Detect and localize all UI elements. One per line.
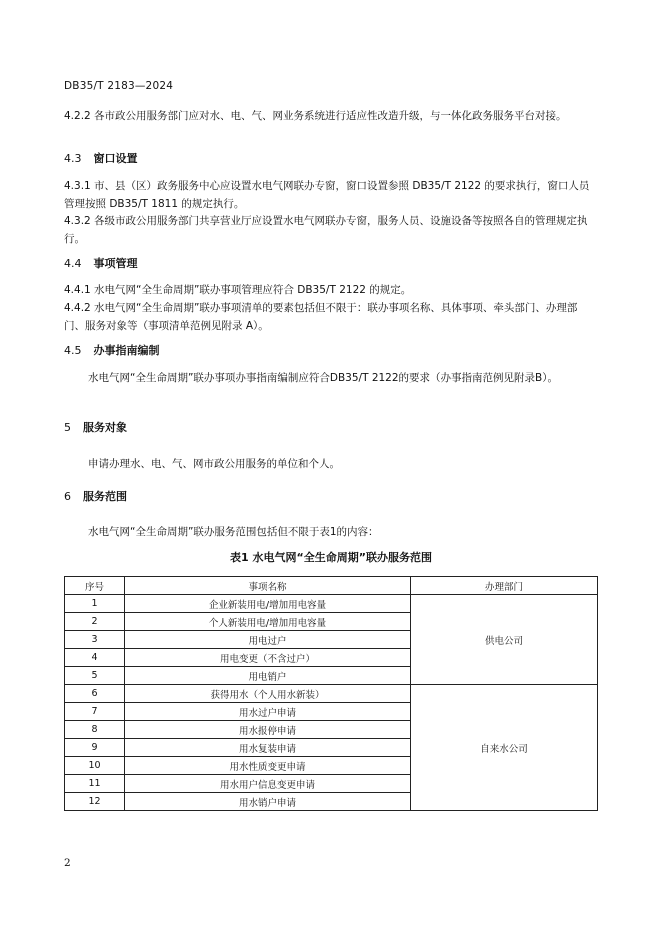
row-item: 个人新装用电/增加用电容量 xyxy=(125,613,411,631)
row-seq: 1 xyxy=(65,595,125,613)
section-4-4-heading xyxy=(64,256,138,272)
row-seq: 9 xyxy=(65,739,125,757)
row-seq: 4 xyxy=(65,649,125,667)
row-seq: 12 xyxy=(65,793,125,811)
clause-4-3-2: 4.3.2 各级市政公用服务部门共享营业厅应设置水电气网联办专窗，服务人员、设施设备等按照各自的管理规定执行。 xyxy=(64,215,588,245)
clause-4-3-1: 4.3.1 市、县（区）政务服务中心应设置水电气网联办专窗，窗口设置参照 DB35/T 2122 的要求执行，窗口人员管理按照 DB35/T 1811 的规定执行。 xyxy=(64,180,590,210)
header-item: 事项名称 xyxy=(125,577,411,595)
row-seq: 2 xyxy=(65,613,125,631)
clause-4-2-2: 4.2.2 各市政公用服务部门应对水、电、气、网业务系统进行适应性改造升级，与一体化政务服务平台对接。 xyxy=(64,110,567,122)
row-item: 用水用户信息变更申请 xyxy=(125,775,411,793)
section-title: 服务对象 xyxy=(83,421,127,434)
section-6-heading xyxy=(64,489,127,505)
clause-4-5-text: 水电气网“全生命周期”联办事项办事指南编制应符合DB35/T 2122的要求（办事指南范例见附录B）。 xyxy=(88,372,558,384)
row-item: 用电变更（不含过户） xyxy=(125,649,411,667)
row-item: 企业新装用电/增加用电容量 xyxy=(125,595,411,613)
section-number: 4.3 xyxy=(64,152,82,165)
table-row xyxy=(65,595,598,613)
table-caption: 表1 水电气网“全生命周期”联办服务范围 xyxy=(230,551,432,564)
section-6-text: 水电气网“全生命周期”联办服务范围包括但不限于表1的内容： xyxy=(88,526,379,538)
section-title: 事项管理 xyxy=(93,257,138,270)
row-item: 用水性质变更申请 xyxy=(125,757,411,775)
table-row xyxy=(65,685,598,703)
clause-4-4-2: 4.4.2 水电气网“全生命周期”联办事项清单的要素包括但不限于：联办事项名称、具体事项、牵头部门、办理部门、服务对象等（事项清单范例见附录 A）。 xyxy=(64,302,578,332)
row-seq: 11 xyxy=(65,775,125,793)
header-dept: 办理部门 xyxy=(411,577,598,595)
dept-power-company: 供电公司 xyxy=(411,595,598,685)
row-seq: 5 xyxy=(65,667,125,685)
row-seq: 7 xyxy=(65,703,125,721)
section-4-5-heading xyxy=(64,343,160,359)
section-title: 服务范围 xyxy=(83,490,127,503)
row-item: 用水报停申请 xyxy=(125,721,411,739)
section-4-3-heading xyxy=(64,151,138,167)
page-number: 2 xyxy=(64,857,71,869)
section-title: 窗口设置 xyxy=(93,152,138,165)
section-5-heading xyxy=(64,420,127,436)
section-number: 4.5 xyxy=(64,344,82,357)
table-header-row xyxy=(65,577,598,595)
row-seq: 8 xyxy=(65,721,125,739)
section-number: 6 xyxy=(64,490,71,503)
service-scope-table xyxy=(64,576,598,811)
header-seq: 序号 xyxy=(65,577,125,595)
section-number: 4.4 xyxy=(64,257,82,270)
row-item: 用水过户申请 xyxy=(125,703,411,721)
section-title: 办事指南编制 xyxy=(93,344,160,357)
row-seq: 3 xyxy=(65,631,125,649)
row-item: 用电过户 xyxy=(125,631,411,649)
row-item: 用电销户 xyxy=(125,667,411,685)
row-seq: 6 xyxy=(65,685,125,703)
section-5-text: 申请办理水、电、气、网市政公用服务的单位和个人。 xyxy=(88,458,340,470)
dept-water-company: 自来水公司 xyxy=(411,685,598,811)
row-item: 用水复装申请 xyxy=(125,739,411,757)
row-item: 获得用水（个人用水新装） xyxy=(125,685,411,703)
row-item: 用水销户申请 xyxy=(125,793,411,811)
clause-4-4-1: 4.4.1 水电气网“全生命周期”联办事项管理应符合 DB35/T 2122 的规定。 xyxy=(64,284,412,296)
row-seq: 10 xyxy=(65,757,125,775)
section-number: 5 xyxy=(64,421,71,434)
document-code: DB35/T 2183—2024 xyxy=(64,80,174,92)
